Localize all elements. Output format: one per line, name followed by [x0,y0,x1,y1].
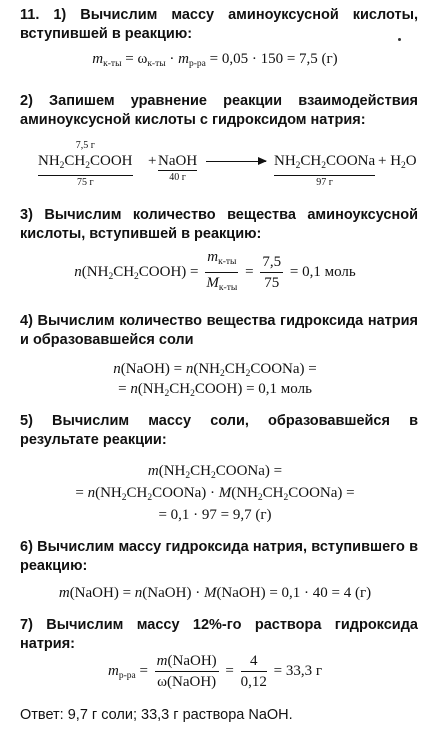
f7-den: ω(NaOH) [157,674,217,690]
f3-den-sub: к-ты [218,283,238,293]
acid-molar-mass: 75 г [76,177,94,188]
reaction-arrow [206,161,266,162]
f3-result: = 0,1 моль [289,263,356,280]
step-1-label: 1) Вычислим массу аминоуксусной кислоты, вступившей в реакцию: [20,7,418,42]
formula-1-eq: = [121,51,138,67]
f7-num2: 4 [241,652,267,672]
formula-1-sub-kty: к-ты [103,59,122,69]
f7-result: = 33,3 г [273,662,323,679]
step-2-text: 2) Запишем уравнение реакции взаимодействия аминоуксусной кислоты с гидроксидом натрия: [20,93,418,128]
f7-num: m(NaOH) [155,652,219,672]
step-1-text [20,6,418,44]
formula-5-line-3: = 0,1 · 97 = 9,7 (г) [158,507,272,523]
formula-5-line-1: $m(NH_2CH_2COONa)$ = [147,463,283,481]
plus-water: + H [378,153,402,169]
f7-lhs: m [107,662,119,679]
formula-1 [0,50,430,73]
formula-7 [0,652,430,691]
product-water [378,140,417,175]
formula-1-sub-rra: р-ра [188,59,206,69]
water-sub: 2 [401,161,406,171]
acid-formula: $NH_2CH_2COOH$ [38,152,133,176]
formula-1-m: m [92,51,104,67]
formula-3-fraction-1 [205,248,238,297]
reactant-acid [38,140,133,189]
formula-1-m-2: m [178,51,189,67]
plus-1 [148,140,156,170]
acid-given-mass: 7,5 г [75,140,95,151]
scan-speck [398,38,401,41]
formula-3-fraction-2 [260,253,283,292]
f7-eq2: = [225,662,234,679]
formula-6: m(NaOH) = n(NaOH) · M(NaOH) = 0,1 · 40 = 4 (г) [58,585,372,601]
formula-7-fraction-1 [155,652,219,691]
f7-lhs-sub: р-ра [118,670,136,681]
base-formula: NaOH [158,153,198,169]
f3-den: M [206,275,219,291]
water-o: O [405,153,417,169]
formula-4-line-1: n(NaOH) = $n(NH_2CH_2COONa)$ = [113,361,317,379]
reactant-base [158,140,197,184]
base-molar-mass: 40 г [169,172,186,183]
formula-7-fraction-2 [241,652,267,691]
f3-den2: 75 [264,275,280,291]
formula-3 [0,248,430,297]
problem-number: 11. [20,7,40,23]
product-salt [274,140,375,189]
plus-sign-1: + [148,153,157,169]
step-7-text: 7) Вычислим массу 12%-го раствора гидроксида натрия: [20,617,418,652]
step-5-text: 5) Вычислим массу соли, образовавшейся в результате реакции: [20,413,418,448]
reaction-equation [0,140,430,190]
formula-3-lhs: $n(NH_2CH_2COOH)$ = [74,263,199,282]
formula-1-result: = 0,05 · 150 = 7,5 (г) [205,51,338,67]
salt-molar-mass: 97 г [316,177,333,188]
f3-eq: = [245,263,254,280]
f7-eq: = [139,662,148,679]
formula-4-line-2: = $n(NH_2CH_2COOH) = 0,1$ моль [118,381,312,399]
water-formula [378,152,417,175]
formula-1-omega: ω [137,51,148,67]
step-3-text: 3) Вычислим количество вещества аминоуксусной кислоты, вступившей в реакцию: [20,207,418,242]
step-4-text: 4) Вычислим количество вещества гидроксида натрия и образовавшейся соли [20,313,418,348]
salt-formula: $NH_2CH_2COONa$ [274,152,375,176]
f3-num: m [207,249,219,265]
f7-den2: 0,12 [240,674,267,690]
f3-num2: 7,5 [260,253,283,273]
formula-1-sub-kty-2: к-ты [147,59,166,69]
answer-line: Ответ: 9,7 г соли; 33,3 г раствора NaOH. [20,707,293,723]
formula-1-dot: · [165,51,179,67]
step-6-text: 6) Вычислим массу гидроксида натрия, вступившего в реакцию: [20,539,418,574]
f3-num-sub: к-ты [218,257,237,267]
formula-5-line-2: = $n(NH_2CH_2COONa)$ · $M(NH_2CH_2COONa)$ = [75,485,355,503]
